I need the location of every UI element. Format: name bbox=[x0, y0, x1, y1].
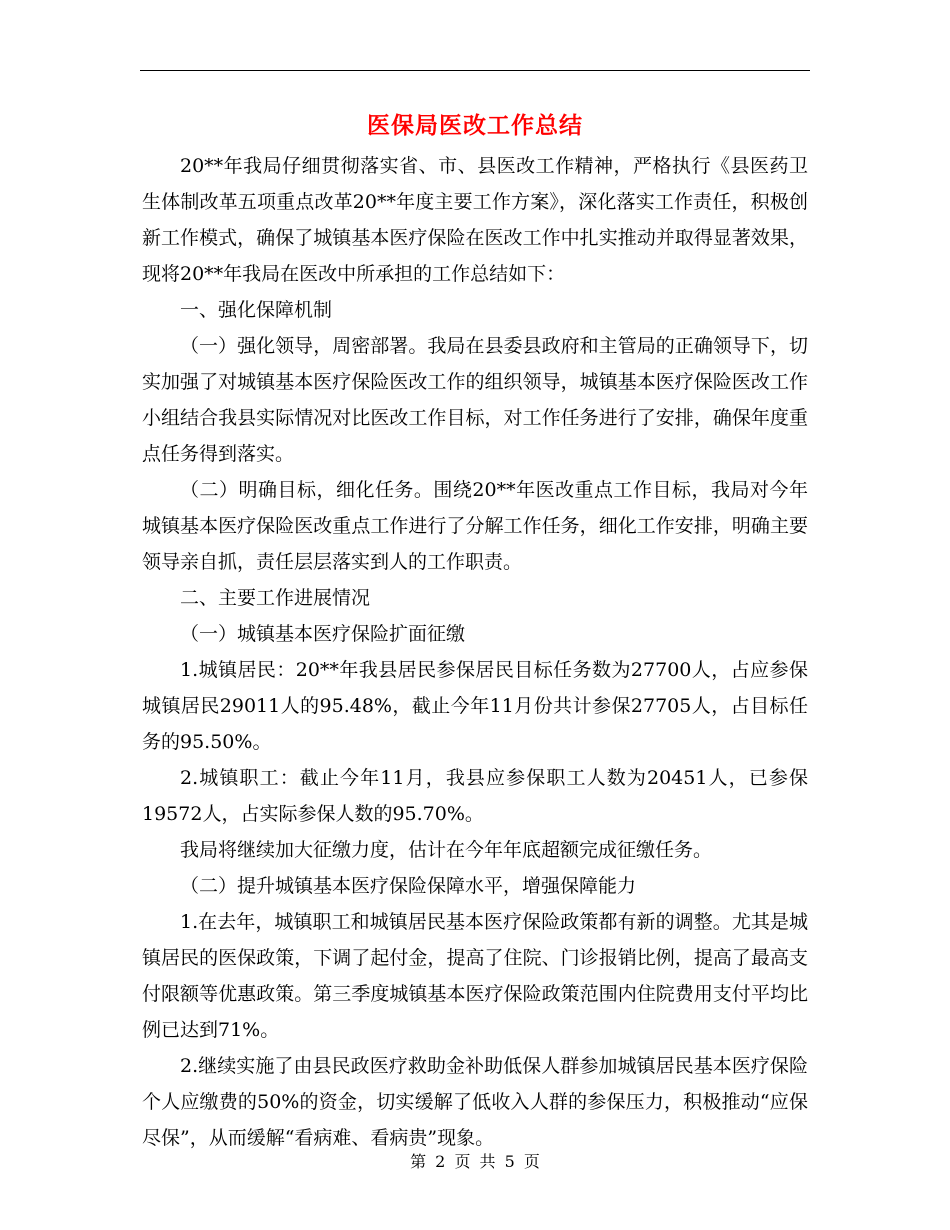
section-heading-1: 一、强化保障机制 bbox=[180, 299, 333, 321]
subsection-heading: （一）城镇基本医疗保险扩面征缴 bbox=[180, 623, 466, 645]
subsection-heading: （二）提升城镇基本医疗保险保障水平，增强保障能力 bbox=[180, 875, 637, 897]
page-number-footer: 第 2 页 共 5 页 bbox=[410, 1152, 540, 1171]
subsection-paragraph: （一）强化领导，周密部署。我局在县委县政府和主管局的正确领导下，切实加强了对城镇基本医疗保险医改工作的组织领导，城镇基本医疗保险医改工作小组结合我县实际情况对比医改工作目标，对工作任务进行了安排，确保年度重点任务得到落实。 bbox=[142, 335, 808, 465]
body-paragraph: 1.在去年，城镇职工和城镇居民基本医疗保险政策都有新的调整。尤其是城镇居民的医保政策，下调了起付金，提高了住院、门诊报销比例，提高了最高支付限额等优惠政策。第三季度城镇基本医疗保险政策范围内住院费用支付平均比例已达到71%。 bbox=[142, 911, 808, 1041]
subsection-paragraph: （二）明确目标，细化任务。围绕20**年医改重点工作目标，我局对今年城镇基本医疗保险医改重点工作进行了分解工作任务，细化工作安排，明确主要领导亲自抓，责任层层落实到人的工作职责。 bbox=[142, 479, 808, 573]
body-paragraph: 我局将继续加大征缴力度，估计在今年年底超额完成征缴任务。 bbox=[180, 839, 713, 861]
body-paragraph: 1.城镇居民：20**年我县居民参保居民目标任务数为27700人，占应参保城镇居民29011人的95.48%，截止今年11月份共计参保27705人，占目标任务的95.50%。 bbox=[142, 659, 808, 753]
intro-paragraph: 20**年我局仔细贯彻落实省、市、县医改工作精神，严格执行《县医药卫生体制改革五项重点改革20**年度主要工作方案》，深化落实工作责任，积极创新工作模式，确保了城镇基本医疗保险在医改工作中扎实推动并取得显著效果，现将20**年我局在医改中所承担的工作总结如下： bbox=[142, 155, 808, 285]
section-heading-2: 二、主要工作进展情况 bbox=[180, 587, 371, 609]
document-body bbox=[142, 148, 808, 1156]
body-paragraph: 2.继续实施了由县民政医疗救助金补助低保人群参加城镇居民基本医疗保险个人应缴费的50%的资金，切实缓解了低收入人群的参保压力，积极推动“应保尽保”，从而缓解“看病难、看病贵”现象。 bbox=[142, 1055, 808, 1149]
body-paragraph: 2.城镇职工：截止今年11月，我县应参保职工人数为20451人，已参保19572人，占实际参保人数的95.70%。 bbox=[142, 767, 808, 825]
header-rule bbox=[140, 70, 810, 71]
document-title: 医保局医改工作总结 bbox=[367, 112, 583, 139]
